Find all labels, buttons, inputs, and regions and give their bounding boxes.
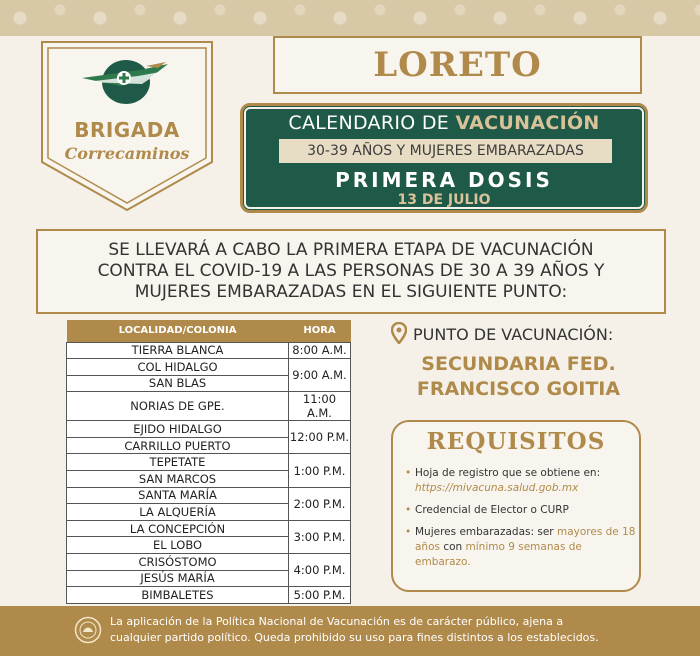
hour-cell: 5:00 P.M. bbox=[289, 587, 351, 604]
vaccination-place-line-1: SECUNDARIA FED. bbox=[421, 353, 616, 375]
requirement-3-text-c: con bbox=[443, 541, 463, 553]
column-header-hour: HORA bbox=[289, 320, 351, 342]
locality-cell: NORIAS DE GPE. bbox=[67, 392, 289, 421]
table-row bbox=[67, 392, 351, 421]
list-item bbox=[405, 466, 637, 496]
locality-cell: BIMBALETES bbox=[67, 587, 289, 604]
announcement-text bbox=[98, 240, 605, 303]
locality-cell: LA ALQUERÍA bbox=[67, 504, 289, 521]
table-row bbox=[67, 587, 351, 604]
footer-line-1: La aplicación de la Política Nacional de Vacunación es de carácter público, ajena a bbox=[110, 615, 564, 628]
locality-cell: CRISÓSTOMO bbox=[67, 554, 289, 571]
hour-cell: 2:00 P.M. bbox=[289, 487, 351, 520]
table-row bbox=[67, 554, 351, 571]
hour-cell: 4:00 P.M. bbox=[289, 554, 351, 587]
requirement-1-text: Hoja de registro que se obtiene en: bbox=[415, 467, 601, 479]
footer-band bbox=[0, 606, 700, 656]
table-row bbox=[67, 421, 351, 438]
hour-cell: 3:00 P.M. bbox=[289, 520, 351, 553]
decorative-top-band bbox=[0, 0, 700, 36]
roadrunner-logo-icon bbox=[80, 56, 170, 108]
locality-cell: SANTA MARÍA bbox=[67, 487, 289, 504]
locality-cell: COL HIDALGO bbox=[67, 359, 289, 376]
table-header-row bbox=[67, 320, 351, 342]
list-item bbox=[405, 503, 637, 518]
requirement-2-text: Credencial de Elector o CURP bbox=[415, 504, 569, 516]
footer-disclaimer bbox=[110, 614, 680, 646]
locality-cell: JESÚS MARÍA bbox=[67, 570, 289, 587]
locality-cell: SAN MARCOS bbox=[67, 471, 289, 488]
hour-cell: 1:00 P.M. bbox=[289, 454, 351, 487]
table-row bbox=[67, 487, 351, 504]
locality-cell: SAN BLAS bbox=[67, 375, 289, 392]
location-box bbox=[273, 36, 642, 94]
locality-cell: TEPETATE bbox=[67, 454, 289, 471]
footer-line-2: cualquier partido político. Queda prohibido su uso para fines distintos a los establecidos. bbox=[110, 631, 599, 644]
table-row bbox=[67, 454, 351, 471]
announcement-line-1: SE LLEVARÁ A CABO LA PRIMERA ETAPA DE VACUNACIÓN bbox=[108, 240, 594, 260]
locality-cell: EJIDO HIDALGO bbox=[67, 421, 289, 438]
vaccination-point-label: PUNTO DE VACUNACIÓN: bbox=[413, 325, 614, 344]
announcement-line-2: CONTRA EL COVID-19 A LAS PERSONAS DE 30 A 39 AÑOS Y bbox=[97, 261, 605, 281]
hour-cell: 9:00 A.M. bbox=[289, 359, 351, 392]
map-pin-icon bbox=[391, 322, 407, 344]
announcement-box bbox=[36, 229, 666, 314]
requirements-title: REQUISITOS bbox=[426, 428, 606, 455]
badge-title: BRIGADA bbox=[74, 118, 180, 142]
date-label: 13 DE JULIO bbox=[397, 192, 491, 208]
brigada-badge bbox=[38, 38, 216, 216]
requirement-3-text-b: mayores de 18 años bbox=[415, 526, 636, 553]
vaccination-place-line-2: FRANCISCO GOITIA bbox=[416, 378, 621, 400]
calendar-title bbox=[243, 112, 645, 134]
badge-subtitle: Correcaminos bbox=[64, 144, 190, 163]
locality-cell: TIERRA BLANCA bbox=[67, 342, 289, 359]
location-title: LORETO bbox=[373, 45, 542, 85]
hour-cell: 8:00 A.M. bbox=[289, 342, 351, 359]
coat-of-arms-seal-icon bbox=[74, 616, 102, 644]
audience-pill: 30-39 AÑOS Y MUJERES EMBARAZADAS bbox=[279, 139, 612, 163]
requirement-3-text-d: mínimo 9 semanas de embarazo. bbox=[415, 541, 582, 568]
requirement-3-text-a: Mujeres embarazadas: ser bbox=[415, 526, 554, 538]
calendar-title-prefix: CALENDARIO DE bbox=[288, 112, 456, 134]
locality-cell: CARRILLO PUERTO bbox=[67, 437, 289, 454]
table-row bbox=[67, 520, 351, 537]
table-row bbox=[67, 359, 351, 376]
locality-cell: EL LOBO bbox=[67, 537, 289, 554]
calendar-card bbox=[240, 103, 648, 213]
announcement-line-3: MUJERES EMBARAZADAS EN EL SIGUIENTE PUNTO: bbox=[134, 282, 568, 302]
column-header-locality: LOCALIDAD/COLONIA bbox=[67, 320, 289, 342]
calendar-title-strong: VACUNACIÓN bbox=[455, 112, 600, 134]
locality-cell: LA CONCEPCIÓN bbox=[67, 520, 289, 537]
schedule-table bbox=[66, 320, 351, 604]
requirements-box bbox=[391, 420, 641, 592]
table-row bbox=[67, 342, 351, 359]
vaccination-place bbox=[391, 352, 646, 402]
hour-cell: 12:00 P.M. bbox=[289, 421, 351, 454]
list-item bbox=[405, 525, 637, 570]
registration-link[interactable]: https://mivacuna.salud.gob.mx bbox=[415, 482, 579, 494]
vaccination-point-header bbox=[391, 320, 661, 348]
requirements-list bbox=[405, 466, 637, 577]
hour-cell: 11:00 A.M. bbox=[289, 392, 351, 421]
dose-label: PRIMERA DOSIS bbox=[335, 168, 553, 192]
